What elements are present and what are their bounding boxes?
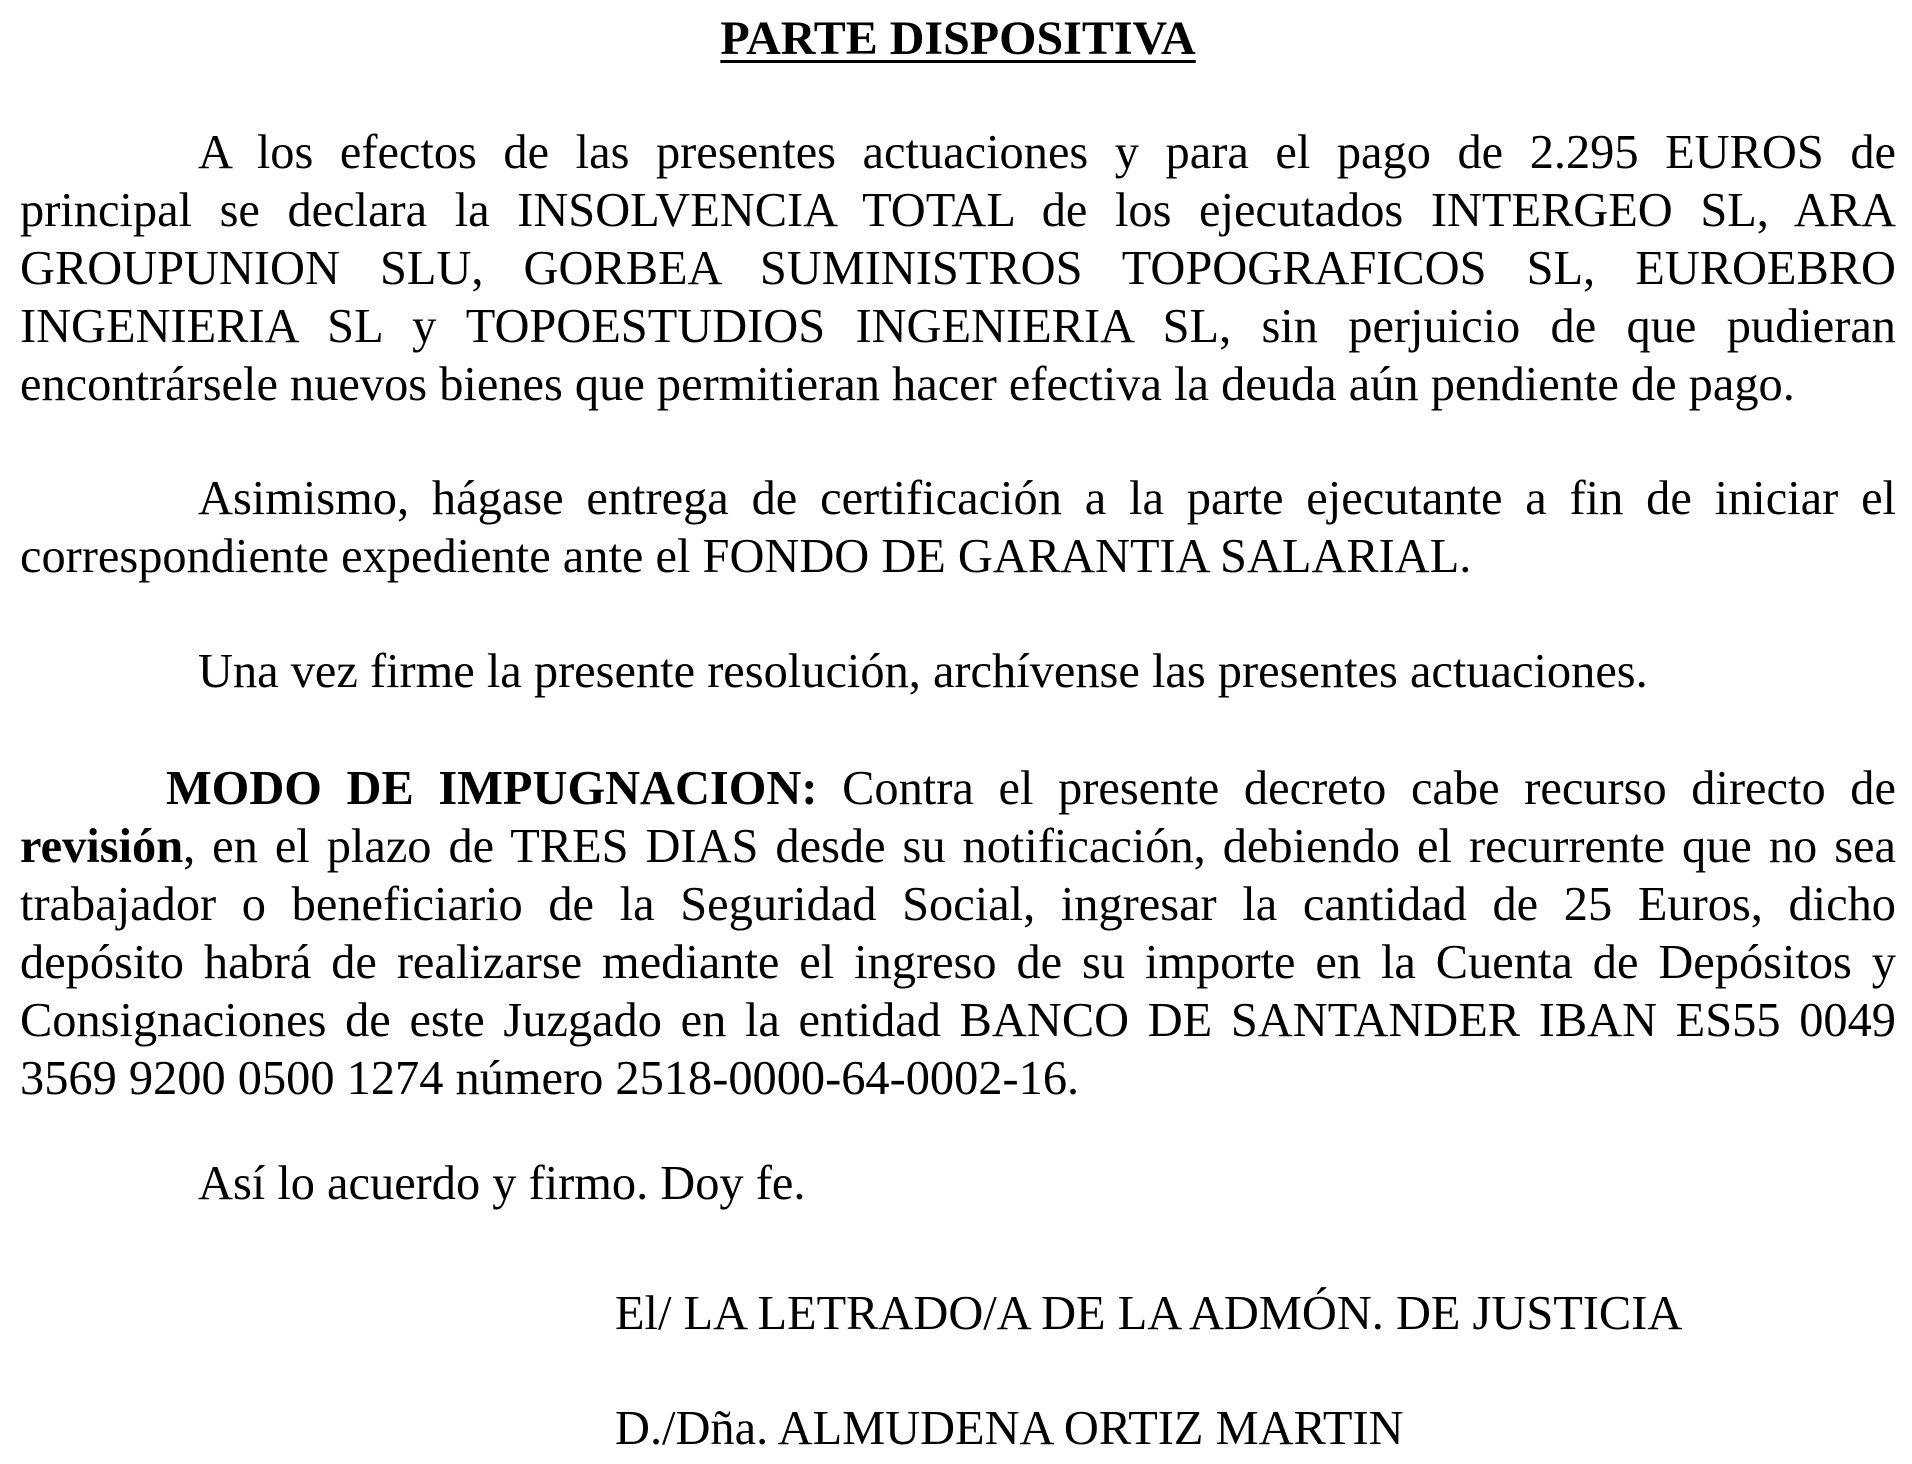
paragraph-line: depósito habrá de realizarse mediante el ingreso de su importe en la Cuenta de Depósitos y (20, 936, 1896, 989)
paragraph-line: Una vez firme la presente resolución, archívense las presentes actuaciones. (198, 645, 1648, 698)
paragraph-line: INGENIERIA SL y TOPOESTUDIOS INGENIERIA SL, sin perjuicio de que pudieran (20, 300, 1896, 353)
paragraph-line: encontrársele nuevos bienes que permitieran hacer efectiva la deuda aún pendiente de pago. (20, 358, 1795, 411)
paragraph-modo-impugnacion (20, 760, 1896, 1108)
paragraph-line: A los efectos de las presentes actuaciones y para el pago de 2.295 EUROS de (198, 126, 1896, 179)
signature-role: El/ LA LETRADO/A DE LA ADMÓN. DE JUSTICIA (615, 1287, 1683, 1340)
paragraph-line: principal se declara la INSOLVENCIA TOTAL de los ejecutados INTERGEO SL, ARA (20, 184, 1896, 237)
revision-term: revisión (20, 820, 184, 873)
paragraph-firma (20, 1155, 1896, 1213)
paragraph-certificacion (20, 470, 1896, 586)
paragraph-line: GROUPUNION SLU, GORBEA SUMINISTROS TOPOGRAFICOS SL, EUROEBRO (20, 242, 1896, 295)
page-title: PARTE DISPOSITIVA (720, 12, 1196, 65)
paragraph-line: Consignaciones de este Juzgado en la entidad BANCO DE SANTANDER IBAN ES55 0049 (20, 994, 1896, 1047)
paragraph-archivo (20, 643, 1896, 701)
paragraph-line: 3569 9200 0500 1274 número 2518-0000-64-0002-16. (20, 1052, 1080, 1105)
modo-line-text: Contra el presente decreto cabe recurso directo de (817, 762, 1896, 815)
paragraph-insolvencia (20, 124, 1896, 414)
paragraph-line: Así lo acuerdo y firmo. Doy fe. (198, 1157, 806, 1210)
paragraph-line (20, 760, 1896, 818)
paragraph-line: trabajador o beneficiario de la Seguridad Social, ingresar la cantidad de 25 Euros, dicho (20, 878, 1896, 931)
modo-impugnacion-heading: MODO DE IMPUGNACION: (166, 762, 818, 815)
signature-name: D./Dña. ALMUDENA ORTIZ MARTIN (615, 1402, 1404, 1455)
paragraph-line (20, 818, 1896, 876)
modo-line-text: , en el plazo de TRES DIAS desde su notificación, debiendo el recurrente que no sea (183, 820, 1896, 873)
paragraph-line: correspondiente expediente ante el FONDO DE GARANTIA SALARIAL. (20, 530, 1472, 583)
document-page (20, 0, 1896, 1464)
paragraph-line: Asimismo, hágase entrega de certificación a la parte ejecutante a fin de iniciar el (198, 472, 1896, 525)
